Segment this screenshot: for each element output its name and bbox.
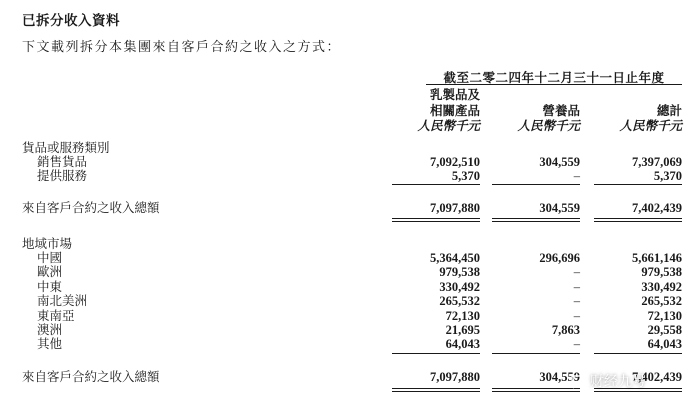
- column-header-dairy: [386, 87, 480, 134]
- period-header: 截至二零二四年十二月三十一日止年度: [443, 70, 665, 85]
- subtotal-rule: [392, 184, 480, 185]
- table-row-value: 7,092,510: [430, 155, 480, 169]
- column-header-nutrition: [486, 103, 580, 134]
- subtotal-rule: [594, 353, 682, 354]
- double-rule: [392, 221, 480, 222]
- column-header-line1: 乳製品及: [429, 87, 480, 102]
- total-row-value: 7,402,439: [632, 201, 682, 215]
- table-row-value: 330,492: [439, 279, 480, 294]
- double-rule: [392, 391, 480, 392]
- table-row-value: 5,370: [653, 169, 682, 183]
- period-underline: [426, 84, 682, 85]
- table-row-value: –: [573, 308, 580, 323]
- section-heading: 貨品或服務類別: [22, 140, 110, 155]
- total-row-value: 7,097,880: [430, 370, 480, 384]
- double-rule: [492, 388, 580, 389]
- table-row-label: 南北美洲: [37, 293, 88, 309]
- column-header-line2: 相關產品: [429, 102, 480, 118]
- subtotal-rule: [594, 184, 682, 185]
- column-header-total: [588, 103, 682, 134]
- table-row-label: 其他: [37, 336, 63, 352]
- column-header-line2: 總計: [656, 102, 682, 118]
- table-row-value: 64,043: [647, 337, 682, 352]
- table-row-value: 29,558: [647, 323, 682, 337]
- table-row-label: 中國: [37, 250, 63, 265]
- table-row-value: 21,695: [445, 323, 480, 337]
- column-header-line2: 營養品: [542, 102, 580, 118]
- total-row-label: 來自客戶合約之收入總額: [22, 369, 160, 384]
- total-row-value: 304,559: [539, 201, 580, 215]
- table-row-value: –: [573, 169, 580, 183]
- section-heading: 地域市場: [22, 236, 73, 251]
- double-rule: [594, 221, 682, 222]
- table-row-value: 7,397,069: [632, 155, 682, 169]
- intro-text: 下文載列拆分本集團來自客戶合約之收入之方式：: [22, 40, 342, 55]
- table-row-value: 979,538: [641, 265, 682, 280]
- double-rule: [492, 221, 580, 222]
- table-row-value: 72,130: [445, 308, 480, 323]
- table-row-value: 72,130: [647, 308, 682, 323]
- column-header-unit: 人民幣千元: [517, 118, 580, 133]
- total-row-label: 來自客戶合約之收入總額: [22, 200, 160, 215]
- table-row-label: 東南亞: [37, 307, 75, 323]
- double-rule: [492, 218, 580, 219]
- double-rule: [392, 218, 480, 219]
- column-header-unit: 人民幣千元: [417, 118, 480, 133]
- watermark: [570, 366, 692, 396]
- table-row-value: 5,661,146: [632, 251, 682, 265]
- table-row-value: –: [573, 337, 580, 352]
- table-row-value: 64,043: [445, 337, 480, 352]
- table-row-label: 中東: [37, 278, 63, 294]
- subtotal-rule: [392, 353, 480, 354]
- table-row-value: –: [573, 279, 580, 294]
- table-row-value: 330,492: [641, 279, 682, 294]
- subtotal-rule: [492, 184, 580, 185]
- table-row-value: 265,532: [439, 294, 480, 309]
- table-row-value: –: [573, 265, 580, 280]
- chat-bubble-icon: [570, 373, 586, 389]
- table-row-value: 265,532: [641, 294, 682, 309]
- table-row-value: 304,559: [539, 155, 580, 169]
- double-rule: [392, 388, 480, 389]
- table-row-value: –: [573, 294, 580, 309]
- column-header-unit: 人民幣千元: [619, 118, 682, 133]
- table-row-value: 5,364,450: [430, 251, 480, 265]
- table-row-value: 7,863: [551, 323, 580, 337]
- table-row-value: 5,370: [451, 169, 480, 183]
- table-row-label: 澳洲: [37, 322, 63, 337]
- table-row-value: 979,538: [439, 265, 480, 280]
- total-row-value: 304,559: [539, 370, 580, 384]
- watermark-text: 财经九号: [590, 374, 646, 390]
- double-rule: [594, 218, 682, 219]
- subtotal-rule: [492, 353, 580, 354]
- table-row-label: 歐洲: [37, 264, 63, 280]
- table-row-value: 296,696: [539, 251, 580, 265]
- total-row-value: 7,097,880: [430, 201, 480, 215]
- section-title: 已拆分收入資料: [22, 13, 120, 29]
- table-row-label: 銷售貨品: [37, 154, 88, 169]
- total-row-value: 7,402,439: [632, 370, 682, 384]
- double-rule: [492, 391, 580, 392]
- table-row-label: 提供服務: [37, 168, 88, 183]
